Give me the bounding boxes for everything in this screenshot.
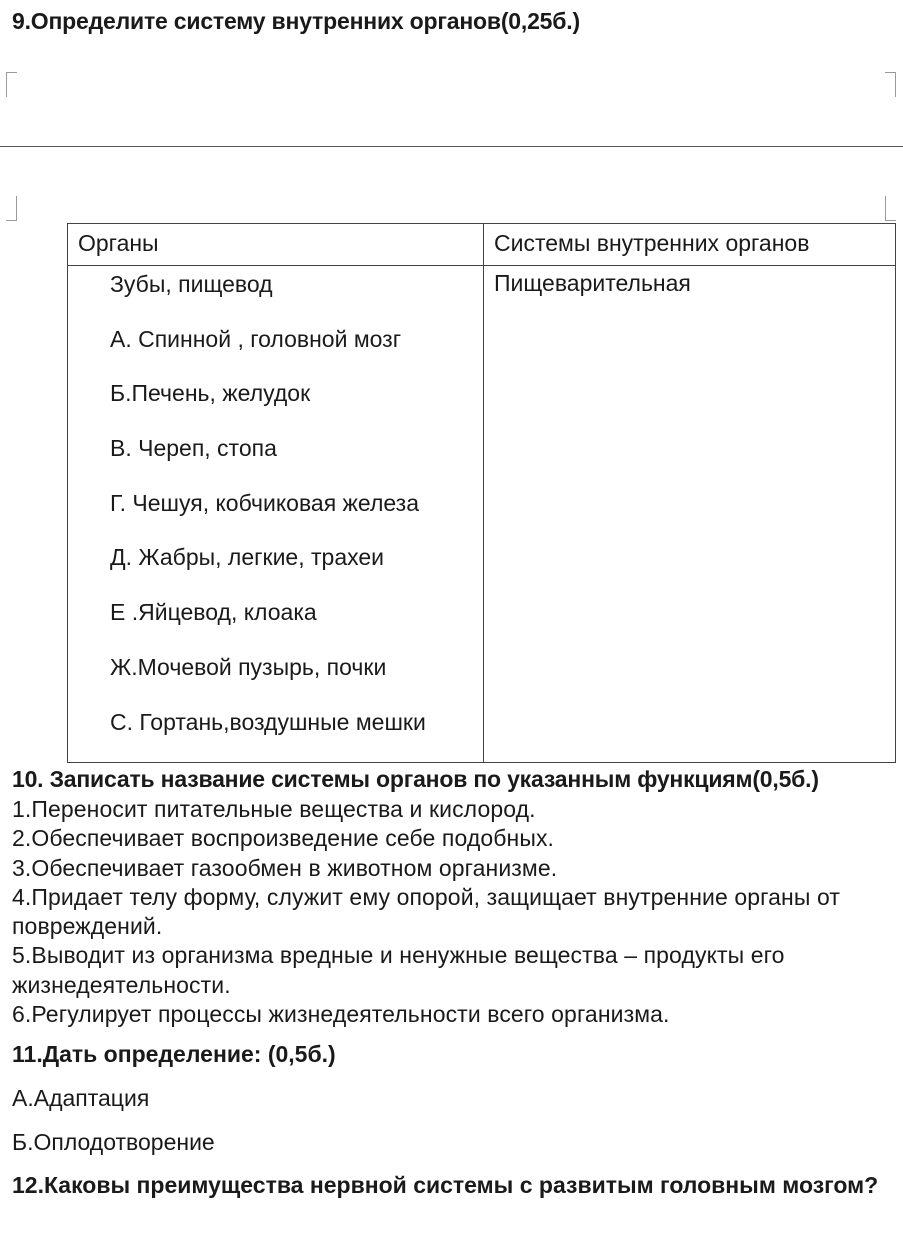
page-break-line (0, 146, 903, 147)
question-9-title: 9.Определите систему внутренних органов(0,25б.) (12, 8, 580, 34)
page-corner-mark (6, 196, 17, 221)
organ-item: Ж.Мочевой пузырь, почки (110, 653, 387, 680)
definition-item: А.Адаптация (12, 1085, 150, 1111)
organ-item: Д. Жабры, легкие, трахеи (110, 544, 385, 571)
organ-item: Е .Яйцевод, клоака (110, 599, 317, 626)
organ-item: Б.Печень, желудок (110, 380, 311, 407)
organ-item: В. Череп, стопа (110, 435, 277, 462)
question-12-title: 12.Каковы преимущества нервной системы с развитым головным мозгом? (12, 1172, 879, 1198)
page-corner-mark (885, 196, 896, 221)
organ-item: А. Спинной , головной мозг (110, 325, 402, 352)
organs-cell (68, 266, 484, 763)
organ-item: Г. Чешуя, кобчиковая железа (110, 489, 419, 516)
question-11-title: 11.Дать определение: (0,5б.) (12, 1041, 336, 1067)
list-item: 6.Регулирует процессы жизнедеятельности всего организма. (12, 1001, 670, 1028)
page-corner-mark (6, 72, 17, 97)
list-item: 2.Обеспечивает воспроизведение себе подобных. (12, 825, 555, 852)
question-10-list (12, 795, 892, 1029)
list-item: 5.Выводит из организма вредные и ненужные вещества – продукты его жизнедеятельности. (12, 942, 785, 998)
definition-item: Б.Оплодотворение (12, 1129, 215, 1155)
table-header-organs: Органы (68, 224, 484, 266)
organs-table (67, 223, 896, 763)
question-10-title: 10. Записать название системы органов по указанным функциям(0,5б.) (12, 766, 819, 792)
system-item: Пищеварительная (494, 270, 691, 296)
organ-item: Зубы, пищевод (110, 271, 273, 297)
list-item: 1.Переносит питательные вещества и кислород. (12, 796, 536, 822)
list-item: 4.Придает телу форму, служит ему опорой, защищает внутренние органы от повреждений. (12, 883, 840, 940)
page-corner-mark (885, 72, 896, 97)
table-header-systems: Системы внутренних органов (484, 224, 896, 266)
list-item: 3.Обеспечивает газообмен в животном организме. (12, 854, 558, 881)
systems-cell (484, 266, 896, 763)
organ-item: С. Гортань,воздушные мешки (110, 708, 426, 735)
